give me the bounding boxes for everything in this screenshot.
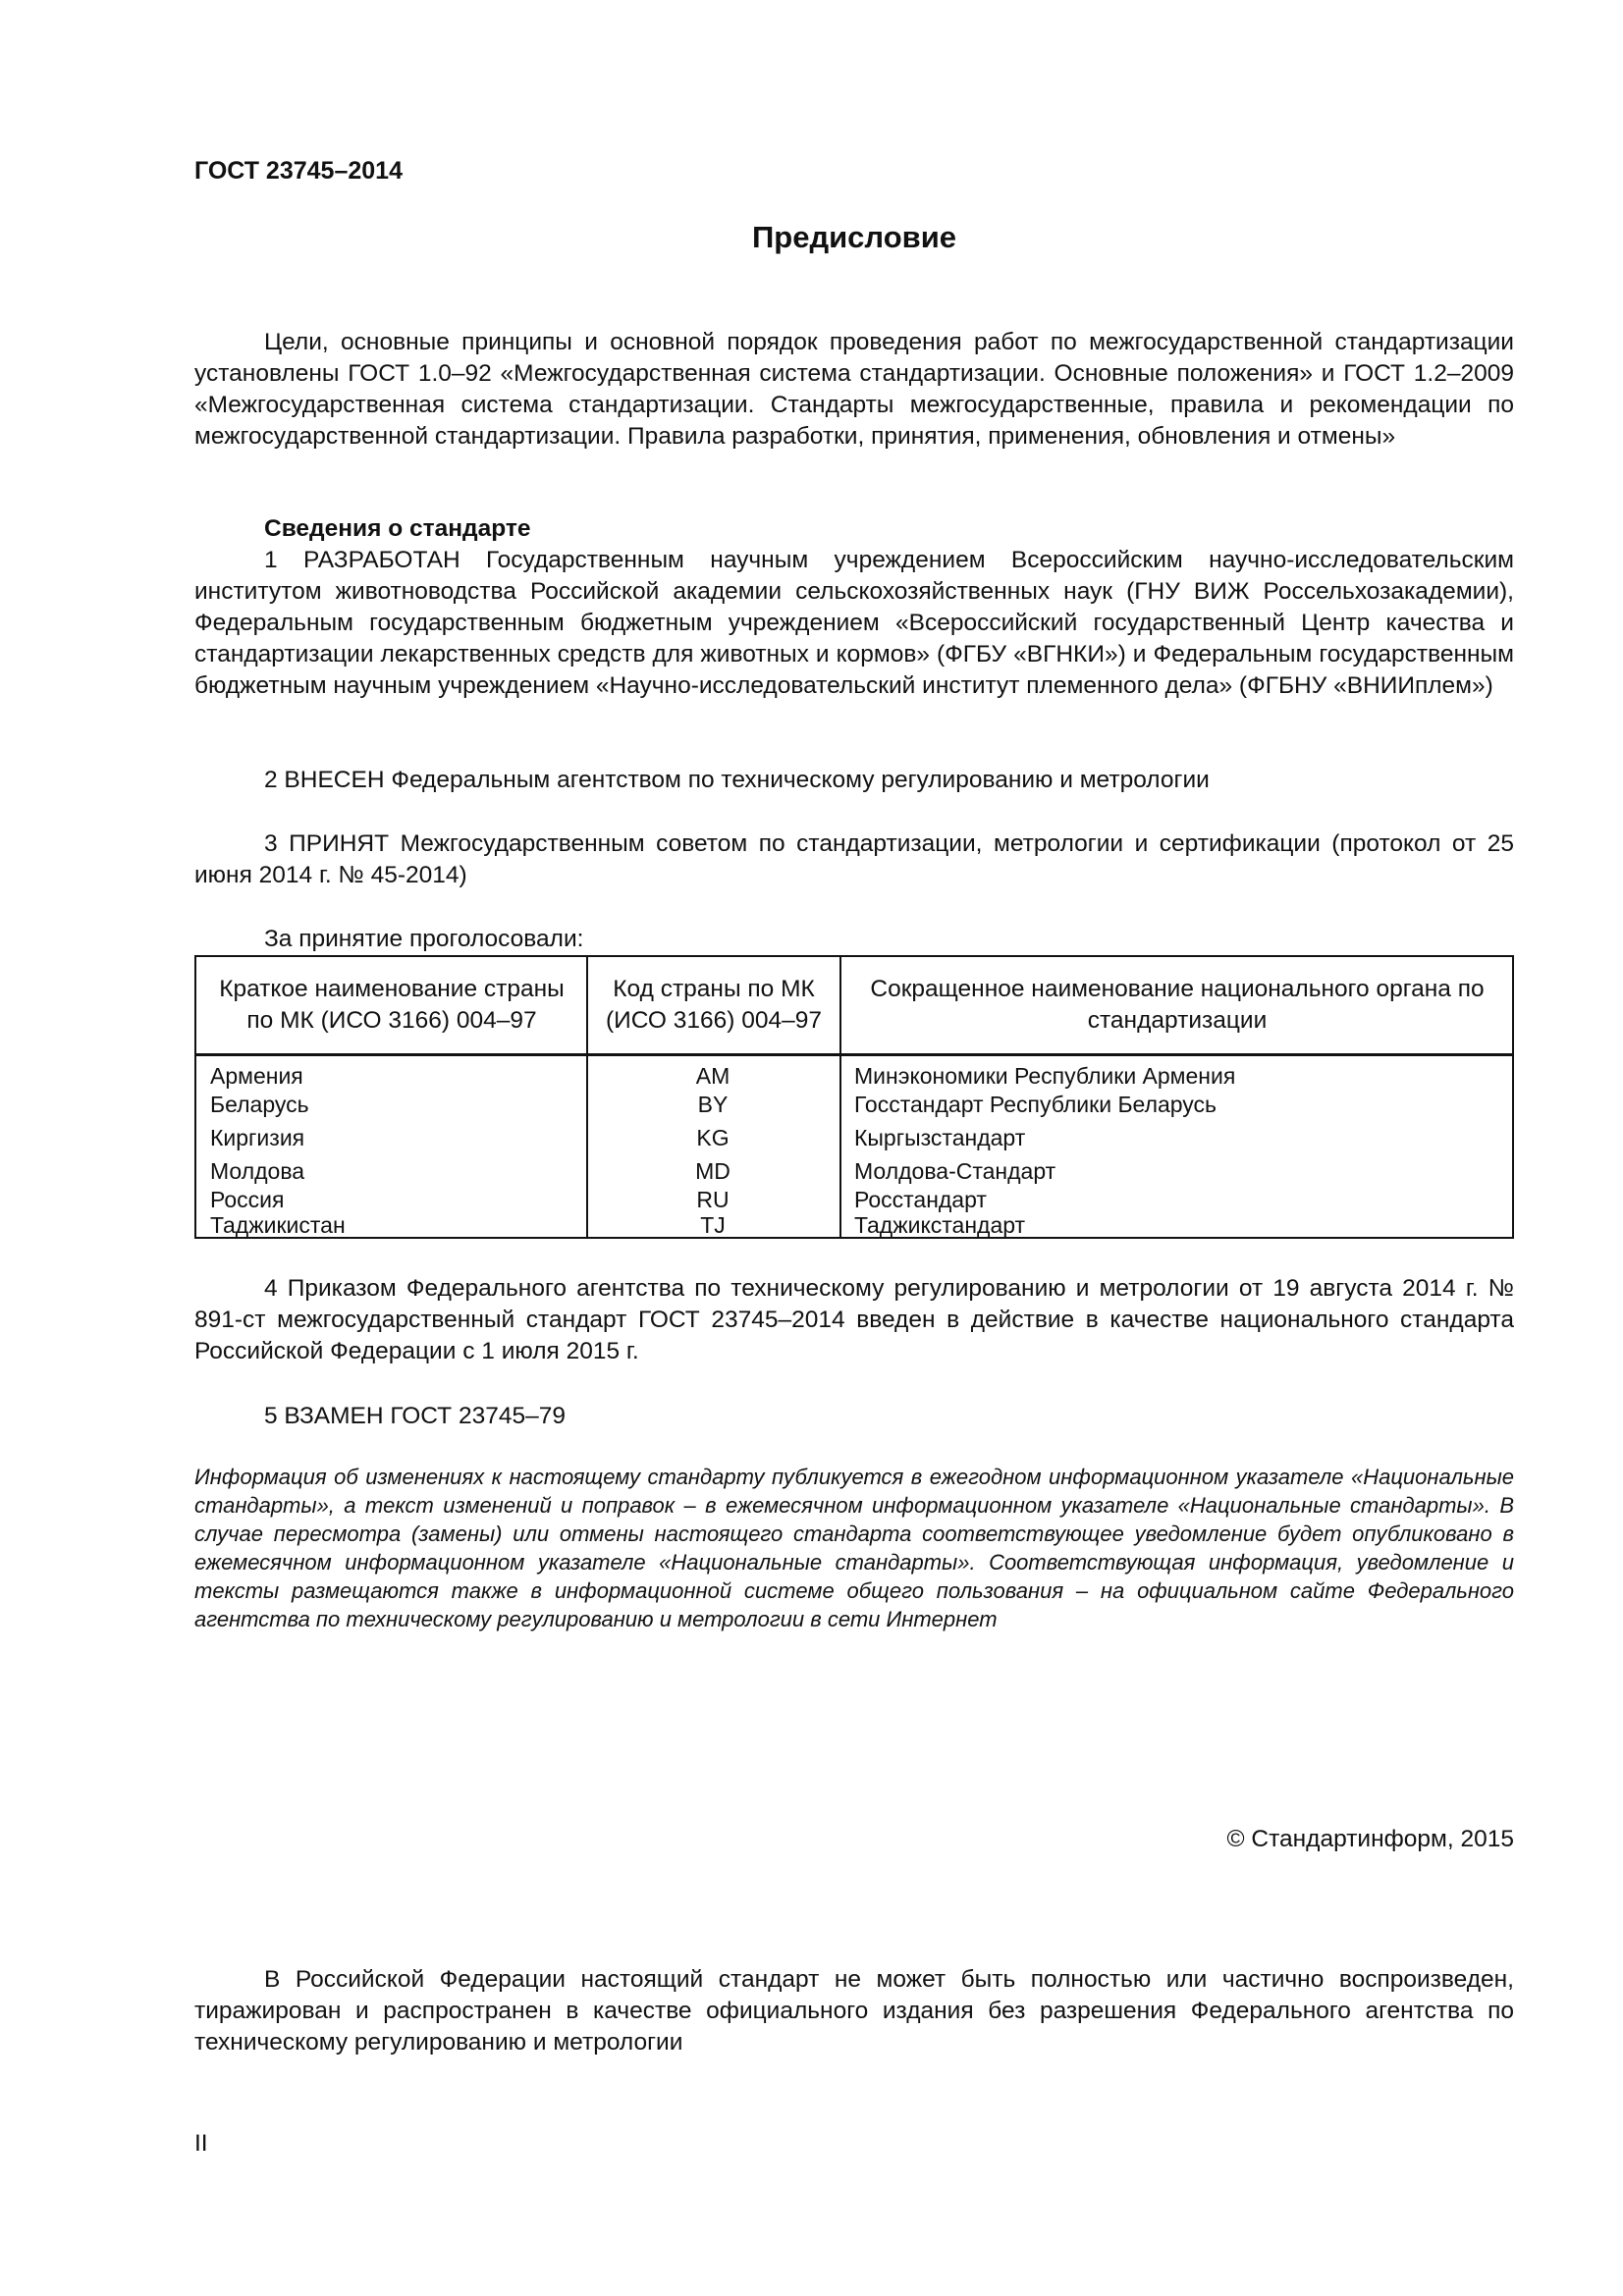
item-developed: 1 РАЗРАБОТАН Государственным научным учреждением Всероссийским научно-исследовательским институтом животноводства Российской академии сельскохозяйственных наук (ГНУ ВИЖ Россельхозакадемии), Федеральным государственным бюджетным учреждением «Всероссийский государственный Центр качества и стандартизации лекарственных средств для животных и кормов» (ФГБУ «ВГНКИ») и Федеральным государственным бюджетным научным учреждением «Научно-исследовательский институт племенного дела» (ФГБНУ «ВНИИплем») [194, 547, 1514, 699]
table-cell-country: Таджикистан [210, 1212, 346, 1238]
table-cell-code: TJ [700, 1212, 726, 1238]
table-cell-body: Молдова-Стандарт [854, 1158, 1056, 1184]
table-header-body: Сокращенное наименование национального органа по стандартизации [870, 976, 1485, 1034]
item-enacted: 4 Приказом Федерального агентства по техническому регулированию и метрологии от 19 августа 2014 г. № 891-ст межгосударственный стандарт ГОСТ 23745–2014 введен в действие в качестве национального стандарта Российской Федерации с 1 июля 2015 г. [194, 1275, 1514, 1364]
table-cell-code: BY [697, 1092, 729, 1117]
document-code: ГОСТ 23745–2014 [194, 157, 403, 185]
page-number: II [194, 2130, 208, 2157]
changes-notice: Информация об изменениях к настоящему стандарту публикуется в ежегодном информационном указателе «Национальные стандарты», а текст изменений и поправок – в ежемесячном информационном указателе «Национальные стандарты». В случае пересмотра (замены) или отмены настоящего стандарта соответствующее уведомление будет опубликовано в ежемесячном информационном указателе «Национальные стандарты». Соответствующая информация, уведомление и тексты размещаются также в информационной системе общего пользования – на официальном сайте Федерального агентства по техническому регулированию и метрологии в сети Интернет [194, 1465, 1514, 1631]
table-header-code: Код страны по МК (ИСО 3166) 004–97 [605, 976, 822, 1034]
table-cell-code: RU [696, 1187, 730, 1212]
table-cell-code: AM [695, 1063, 730, 1089]
table-cell-country: Россия [210, 1187, 285, 1212]
table-cell-body: Минэкономики Республики Армения [854, 1063, 1236, 1089]
table-column-divider [839, 957, 841, 1237]
voted-label: За принятие проголосовали: [264, 926, 584, 952]
table-cell-country: Беларусь [210, 1092, 309, 1117]
table-header-country: Краткое наименование страны по МК (ИСО 3166) 004–97 [219, 976, 565, 1034]
table-cell-body: Таджикстандарт [854, 1212, 1026, 1238]
table-cell-code: MD [695, 1158, 730, 1184]
voting-table [194, 955, 1514, 1239]
item-adopted: 3 ПРИНЯТ Межгосударственным советом по стандартизации, метрологии и сертификации (протокол от 25 июня 2014 г. № 45-2014) [194, 830, 1514, 888]
page-title: Предисловие [751, 220, 956, 254]
table-cell-country: Молдова [210, 1158, 305, 1184]
item-introduced: 2 ВНЕСЕН Федеральным агентством по техническому регулированию и метрологии [264, 767, 1210, 793]
table-cell-body: Госстандарт Республики Беларусь [854, 1092, 1217, 1117]
table-cell-country: Армения [210, 1063, 303, 1089]
table-cell-body: Кыргызстандарт [854, 1125, 1026, 1150]
item-replaces: 5 ВЗАМЕН ГОСТ 23745–79 [264, 1403, 566, 1429]
table-header-divider [196, 1053, 1512, 1056]
table-cell-country: Киргизия [210, 1125, 305, 1150]
intro-paragraph: Цели, основные принципы и основной порядок проведения работ по межгосударственной стандартизации установлены ГОСТ 1.0–92 «Межгосударственная система стандартизации. Основные положения» и ГОСТ 1.2–2009 «Межгосударственная система стандартизации. Стандарты межгосударственные, правила и рекомендации по межгосударственной стандартизации. Правила разработки, принятия, применения, обновления и отмены» [194, 329, 1514, 450]
standard-info-heading: Сведения о стандарте [264, 515, 531, 542]
table-cell-body: Росстандарт [854, 1187, 987, 1212]
table-cell-code: KG [696, 1125, 730, 1150]
copyright: © Стандартинформ, 2015 [1226, 1826, 1514, 1852]
reproduction-notice: В Российской Федерации настоящий стандарт не может быть полностью или частично воспроизведен, тиражирован и распространен в качестве официального издания без разрешения Федерального агентства по техническому регулированию и метрологии [194, 1966, 1514, 2056]
